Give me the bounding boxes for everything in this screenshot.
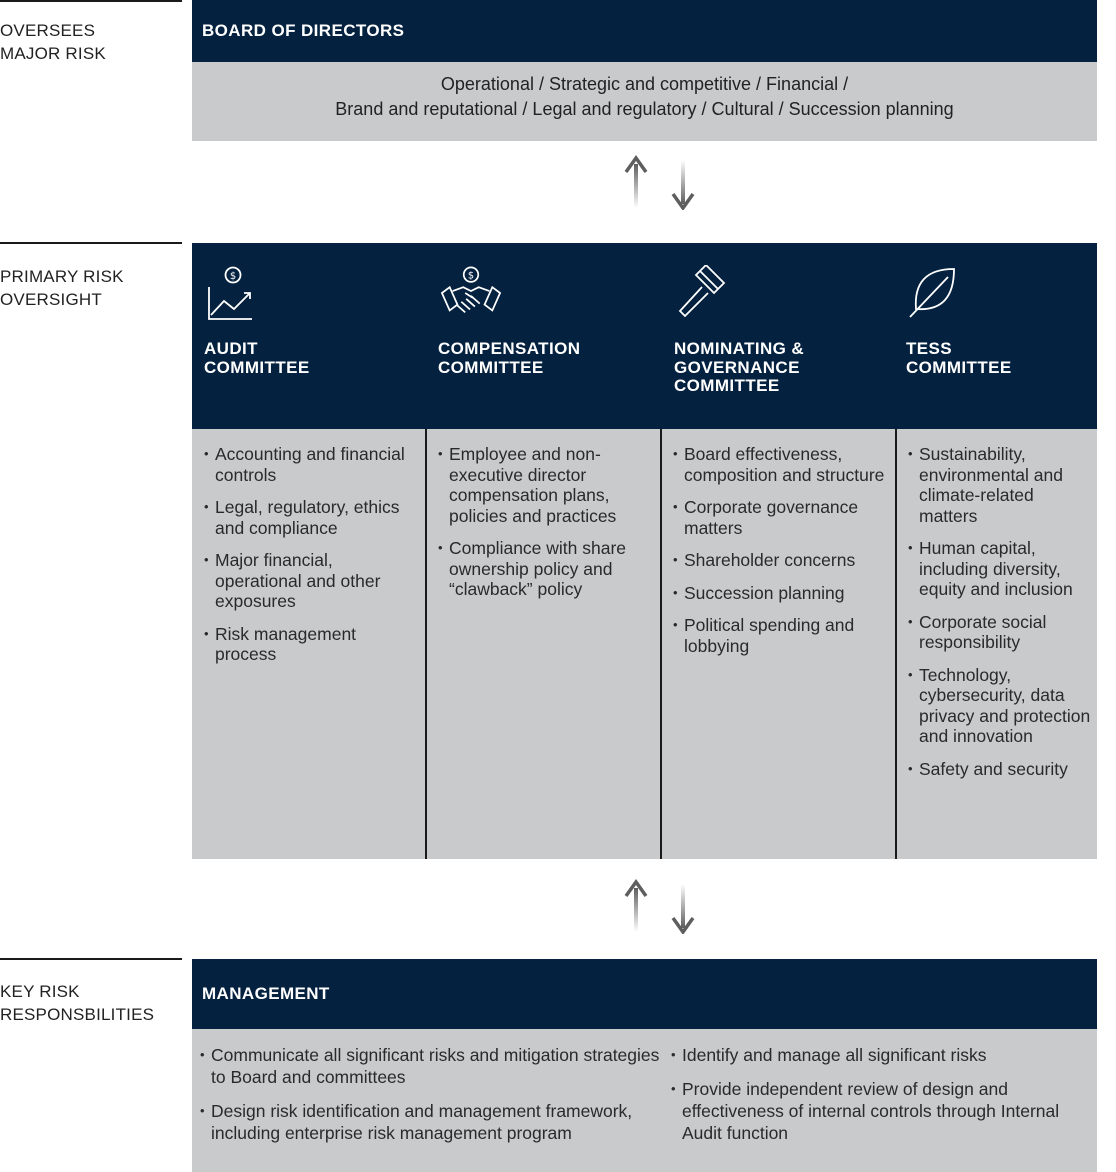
list-item: • Accounting and financial controls [204,444,416,485]
bidirectional-arrows-icon [620,154,700,210]
list-item: • Shareholder concerns [673,550,885,571]
list-item: • Risk management process [204,624,416,665]
list-item: • Compliance with share ownership policy and “clawback” policy [438,538,648,600]
section-rule-oversees [0,0,182,2]
committee-name: NOMINATING & GOVERNANCE COMMITTEE [674,339,805,395]
management-title-bar [192,959,1097,1029]
list-item: • Corporate governance matters [673,497,885,538]
committees-responsibilities [192,429,1097,859]
committee-nominating [662,243,896,429]
nominating-responsibilities [660,429,895,859]
bullet-list [673,444,885,656]
svg-text:$: $ [467,270,475,282]
gavel-icon [676,265,726,321]
management-right-column [671,1044,1091,1156]
management-title: MANAGEMENT [202,984,330,1003]
committee-name: TESS COMMITTEE [906,339,1012,377]
list-item: • Safety and security [908,759,1091,780]
section-label-key: KEY RISK RESPONSBILITIES [0,982,155,1024]
bullet-list [671,1044,1091,1144]
board-risks-line-1: Operational / Strategic and competitive / Financial / [440,74,849,94]
list-item: • Identify and manage all significant risks [671,1044,1091,1066]
leaf-icon [908,265,958,321]
list-item: • Board effectiveness, composition and structure [673,444,885,485]
list-item: • Human capital, including diversity, equity and inclusion [908,538,1091,600]
list-item: • Political spending and lobbying [673,615,885,656]
section-rule-key [0,958,182,960]
list-item: • Corporate social responsibility [908,612,1091,653]
committee-name: COMPENSATION COMMITTEE [438,339,581,377]
list-item: • Employee and non-executive director compensation plans, policies and practices [438,444,648,526]
committee-audit [192,243,426,429]
list-item: • Communicate all significant risks and mitigation strategies to Board and committees [200,1044,668,1088]
bidirectional-arrows-icon [620,878,700,934]
handshake-dollar-icon [440,265,502,321]
tess-responsibilities [895,429,1097,859]
board-title: BOARD OF DIRECTORS [202,21,405,40]
section-label-oversees: OVERSEES MAJOR RISK [0,21,106,63]
committee-name: AUDIT COMMITTEE [204,339,310,377]
committee-compensation [426,243,660,429]
list-item: • Major financial, operational and other exposures [204,550,416,612]
chart-dollar-icon [206,265,256,321]
bullet-list [204,444,416,665]
list-item: • Succession planning [673,583,885,604]
list-item: • Legal, regulatory, ethics and compliance [204,497,416,538]
list-item: • Sustainability, environmental and climate-related matters [908,444,1091,526]
management-left-column [200,1044,668,1156]
bullet-list [438,444,648,600]
section-rule-primary [0,242,182,244]
bullet-list [908,444,1091,779]
section-label-primary: PRIMARY RISK OVERSIGHT [0,267,124,309]
committees-header [192,243,1097,429]
management-responsibilities [192,1029,1097,1172]
list-item: • Technology, cybersecurity, data privacy and protection and innovation [908,665,1091,747]
board-risks-panel [192,62,1097,141]
board-title-bar [192,0,1097,62]
audit-responsibilities [192,429,426,859]
board-risks-line-2: Brand and reputational / Legal and regulatory / Cultural / Succession planning [335,99,954,119]
list-item: • Provide independent review of design and effectiveness of internal controls through Internal Audit function [671,1078,1091,1144]
compensation-responsibilities [425,429,660,859]
committee-tess [894,243,1097,429]
svg-text:$: $ [229,271,237,282]
list-item: • Design risk identification and management framework, including enterprise risk management program [200,1100,668,1144]
bullet-list [200,1044,668,1144]
